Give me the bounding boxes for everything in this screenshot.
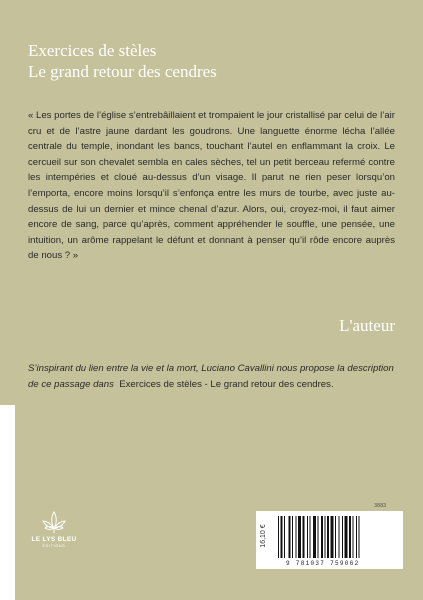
barcode-bar xyxy=(303,516,305,558)
publisher-name: LE LYS BLEU xyxy=(31,536,77,543)
barcode-bar xyxy=(321,516,323,558)
barcode-bar xyxy=(281,516,283,558)
barcode-bar xyxy=(327,516,329,558)
barcode-bar xyxy=(318,516,319,558)
barcode-bar xyxy=(345,516,348,558)
title-block xyxy=(28,40,217,82)
barcode-bar xyxy=(331,516,334,558)
author-heading: L'auteur xyxy=(339,316,395,335)
barcode-bar xyxy=(335,516,336,558)
code-number: 3883 xyxy=(374,503,387,509)
barcode-bar xyxy=(298,516,301,558)
barcode-bar xyxy=(278,516,279,558)
description-intro: S’inspirant du lien entre la vie et la mort, Luciano Cavallini nous propose la description de ce passage dans xyxy=(28,363,394,390)
description-book-title: Exercices de stèles - Le grand retour des cendres. xyxy=(119,378,334,390)
barcode-bar xyxy=(289,516,291,558)
quote-excerpt: « Les portes de l’église s’entrebâillaient et trompaient le jour cristallisé par celui de l’air cru et de l’astre jaune dardant les goudrons. Une languette énorme lécha l’allée centrale du temple, inondant les bancs, touchant l’autel en enflammant la croix. Le cercueil sur son chevalet sembla en cales sèches, tel un petit berceau refermé contre les intempéries et cloué au-dessus d’un visage. Il parut ne rien peser lorsqu’on l’emporta, encore moins lorsqu’il s’enfonça entre les murs de tourbe, avec juste au-dessus de lui un dernier et mince chenal d’azur. Alors, oui, croyez-moi, il faut aimer encore de sang, parce qu’après, comment appréhender le souffle, une pensée, une intuition, un arôme rappelant le défunt et donnant à penser qu’il rôde encore auprès de nous ? » xyxy=(28,110,395,262)
barcode-bar xyxy=(284,516,285,558)
edge-strip xyxy=(0,405,15,600)
barcode-bar xyxy=(359,516,360,558)
barcode-bar xyxy=(342,516,343,558)
barcode-bar xyxy=(313,516,316,558)
barcode-bar xyxy=(356,516,357,558)
barcode-bars xyxy=(276,516,396,560)
price-label: 16,10 € xyxy=(260,524,267,548)
publisher-subtitle: ÉDITIONS xyxy=(42,544,66,548)
barcode-bar xyxy=(292,516,293,558)
barcode-bar xyxy=(349,516,351,558)
isbn-number: 9 781037 759062 xyxy=(286,560,360,567)
barcode-bar xyxy=(325,516,326,558)
title-line-1: Exercices de stèles xyxy=(28,41,157,60)
barcode-bar xyxy=(307,516,308,558)
publisher-logo xyxy=(28,510,80,548)
barcode-bar xyxy=(310,516,311,558)
author-description xyxy=(28,361,400,392)
lotus-flower-icon xyxy=(41,510,67,534)
barcode-bar xyxy=(339,516,340,558)
barcode-bar xyxy=(296,516,297,558)
title-line-2: Le grand retour des cendres xyxy=(28,62,217,81)
barcode-bar xyxy=(353,516,354,558)
